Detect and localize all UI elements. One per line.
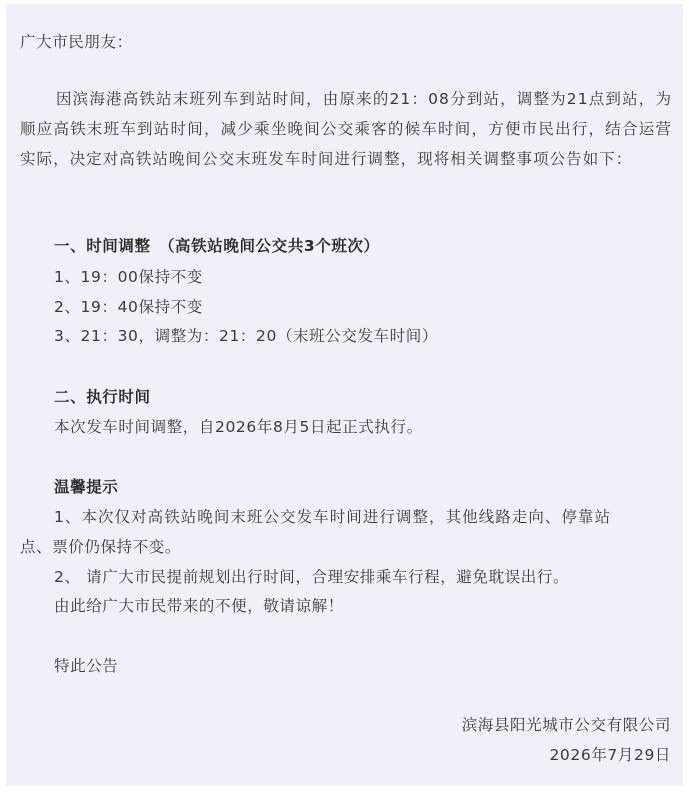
apology-text: 由此给广大市民带来的不便，敬请谅解！: [54, 597, 344, 615]
tip-item-1-line-2: 点、票价仍保持不变。: [20, 538, 182, 556]
schedule-item-2: 2、19：40保持不变: [54, 298, 203, 316]
notice-panel: [6, 4, 683, 786]
schedule-item-3: 3、21：30，调整为：21：20（末班公交发车时间）: [54, 327, 438, 345]
greeting: 广大市民朋友：: [20, 33, 133, 51]
effective-date-text: 本次发车时间调整，自2026年8月5日起正式执行。: [54, 418, 423, 436]
closing-text: 特此公告: [54, 657, 119, 675]
schedule-item-1: 1、19：00保持不变: [54, 268, 203, 286]
signature-company: 滨海县阳光城市公交有限公司: [461, 716, 671, 734]
section1-heading: 一、时间调整 （高铁站晚间公交共3个班次）: [54, 237, 380, 255]
intro-paragraph: 因滨海港高铁站末班列车到站时间，由原来的21：08分到站，调整为21点到站，为顺应高铁末班车到站时间，减少乘坐晚间公交乘客的候车时间，方便市民出行，结合运营实际，决定对高铁站晚间公交末班发车时间进行调整，现将相关调整事项公告如下：: [20, 90, 672, 168]
tips-heading: 温馨提示: [54, 478, 119, 496]
signature-date: 2026年7月29日: [549, 746, 671, 764]
tip-item-1-line-1: 1、本次仅对高铁站晚间末班公交发车时间进行调整，其他线路走向、停靠站: [54, 508, 612, 526]
tip-item-2: 2、 请广大市民提前规划出行时间，合理安排乘车行程，避免耽误出行。: [54, 568, 570, 586]
section2-heading: 二、执行时间: [54, 388, 151, 406]
